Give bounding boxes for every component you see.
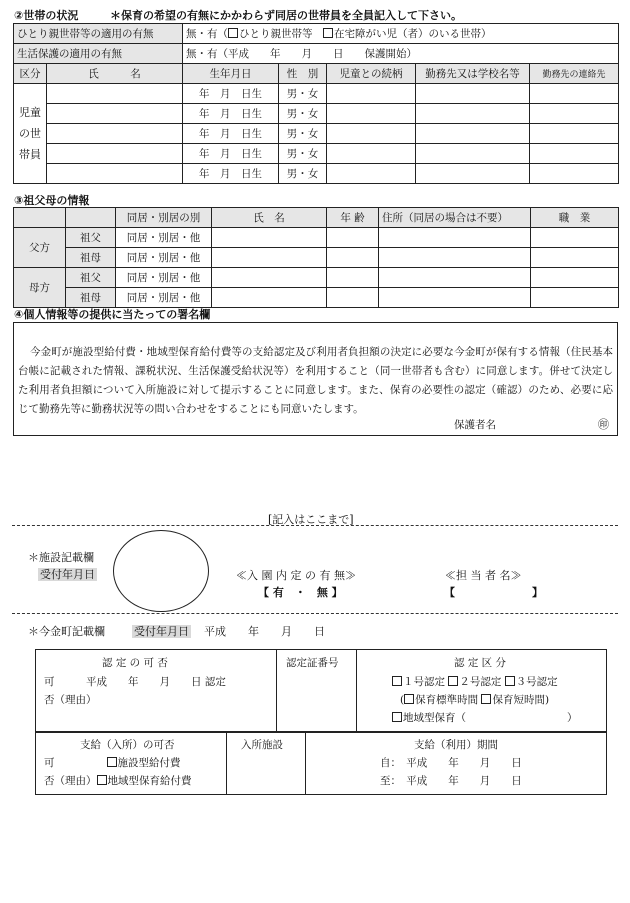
gp-status[interactable]: 同居・別居・他: [116, 288, 212, 308]
gp-age[interactable]: [327, 268, 379, 288]
member-workplace[interactable]: [416, 124, 530, 144]
community-close: ）: [567, 712, 578, 724]
header-birth: 生年月日: [183, 64, 279, 84]
member-relation[interactable]: [327, 84, 416, 104]
facility-title: 入所施設: [241, 739, 283, 751]
facility-received-label: 受付年月日: [40, 568, 95, 581]
consent-text: 今金町が施設型給付費・地域型保育給付費等の支給認定及び利用者負担額の決定に必要な今金町が保有する情報（住民基本台帳に記載された情報、課税状況、生活保護受給状況等）を利用すること（同一世帯者も含む）に同意します。併せて決定した利用者負担額について入所施設に対して提示することに同意します。また、保育の必要性の認定（確認）のため、必要に応じて勤務先等に勤務状況等の問い合わせをすることにも同意いたします。: [18, 346, 613, 415]
grandparent-table: [13, 207, 619, 308]
gp-name[interactable]: [212, 288, 327, 308]
checkbox-icon[interactable]: [228, 28, 238, 38]
category-title: 認 定 区 分: [454, 657, 507, 669]
stamp-circle: [113, 530, 209, 612]
gp-header-blank: [14, 208, 66, 228]
member-name[interactable]: [47, 144, 183, 164]
gp-age[interactable]: [327, 248, 379, 268]
gp-address[interactable]: [379, 268, 531, 288]
town-received-label: 受付年月日: [134, 625, 189, 638]
gp-address[interactable]: [379, 288, 531, 308]
payment-no[interactable]: 否（理由） 地域型保育給付費: [44, 775, 192, 787]
member-sex[interactable]: 男・女: [279, 84, 327, 104]
admission-value[interactable]: 【 有 ・ 無 】: [258, 586, 343, 599]
member-birth[interactable]: 年 月 日生: [183, 104, 279, 124]
admission-title: ≪入 園 内 定 の 有 無≫: [236, 569, 356, 582]
member-relation[interactable]: [327, 104, 416, 124]
member-birth[interactable]: 年 月 日生: [183, 164, 279, 184]
section4-title: ④個人情報等の提供に当たっての署名欄: [14, 308, 211, 321]
checkbox-icon[interactable]: [392, 676, 402, 686]
cutoff-line: [12, 525, 618, 526]
member-relation[interactable]: [327, 164, 416, 184]
member-workplace[interactable]: [416, 84, 530, 104]
payment-title: 支給（入所）の可否: [80, 739, 175, 751]
member-workplace[interactable]: [416, 144, 530, 164]
checkbox-icon[interactable]: [392, 712, 402, 722]
header-name: 氏 名: [47, 64, 183, 84]
welfare-value[interactable]: 無・有（平成 年 月 日 保護開始）: [183, 44, 619, 64]
header-workplace: 勤務先又は学校名等: [416, 64, 530, 84]
checkbox-icon[interactable]: [107, 757, 117, 767]
household-group-label: 児童の世帯員: [14, 84, 47, 184]
consent-box: [13, 322, 618, 436]
checkbox-icon[interactable]: [404, 694, 414, 704]
gp-status[interactable]: 同居・別居・他: [116, 268, 212, 288]
gp-address[interactable]: [379, 228, 531, 248]
gp-header-blank: [66, 208, 116, 228]
member-name[interactable]: [47, 124, 183, 144]
member-contact[interactable]: [530, 124, 619, 144]
member-name[interactable]: [47, 164, 183, 184]
town-label: ＊今金町記載欄: [28, 625, 105, 638]
gp-job[interactable]: [531, 228, 619, 248]
gp-header-age: 年 齢: [327, 208, 379, 228]
member-contact[interactable]: [530, 164, 619, 184]
member-sex[interactable]: 男・女: [279, 144, 327, 164]
gp-header-status: 同居・別居の別: [116, 208, 212, 228]
period-to[interactable]: 至： 平成 年 月 日: [380, 775, 522, 787]
cert-grid-bottom: [35, 731, 607, 795]
father-side-label: 父方: [14, 228, 66, 268]
household-table: [13, 23, 619, 184]
seal-icon: ㊞: [598, 418, 609, 431]
member-workplace[interactable]: [416, 164, 530, 184]
gp-name[interactable]: [212, 228, 327, 248]
signer-label: 保護者名: [454, 419, 496, 431]
single-parent-value[interactable]: 無・有（ ひとり親世帯等 在宅障がい児（者）のいる世帯）: [183, 24, 619, 44]
member-relation[interactable]: [327, 124, 416, 144]
period-from[interactable]: 自： 平成 年 月 日: [380, 757, 522, 769]
section-divider: [12, 613, 618, 614]
gp-job[interactable]: [531, 268, 619, 288]
welfare-label: 生活保護の適用の有無: [14, 44, 183, 64]
member-sex[interactable]: 男・女: [279, 104, 327, 124]
checkbox-icon[interactable]: [448, 676, 458, 686]
gp-name[interactable]: [212, 248, 327, 268]
period-title: 支給（利用）期間: [414, 739, 498, 751]
member-contact[interactable]: [530, 104, 619, 124]
gp-name[interactable]: [212, 268, 327, 288]
gp-header-address: 住所（同居の場合は不要）: [379, 208, 531, 228]
member-name[interactable]: [47, 84, 183, 104]
section2-title: ②世帯の状況: [14, 9, 79, 22]
gp-status[interactable]: 同居・別居・他: [116, 228, 212, 248]
mother-side-label: 母方: [14, 268, 66, 308]
staff-open: 【: [444, 586, 455, 599]
approval-title: 認 定 の 可 否: [102, 657, 168, 669]
checkbox-icon[interactable]: [97, 775, 107, 785]
approval-no[interactable]: 否（理由）: [44, 694, 97, 706]
member-sex[interactable]: 男・女: [279, 124, 327, 144]
payment-yes[interactable]: 可 施設型給付費: [44, 757, 181, 769]
member-birth[interactable]: 年 月 日生: [183, 124, 279, 144]
community-option[interactable]: 地域型保育（: [392, 710, 466, 725]
section3-title: ③祖父母の情報: [14, 194, 90, 207]
grandfather-label: 祖父: [66, 268, 116, 288]
gp-address[interactable]: [379, 248, 531, 268]
member-birth[interactable]: 年 月 日生: [183, 84, 279, 104]
checkbox-icon[interactable]: [481, 694, 491, 704]
member-birth[interactable]: 年 月 日生: [183, 144, 279, 164]
time-options[interactable]: ( 保育標準時間 保育短時間): [400, 694, 550, 706]
header-category: 区分: [14, 64, 47, 84]
gp-header-job: 職 業: [531, 208, 619, 228]
cert-number-title: 認定証番号: [286, 657, 339, 669]
town-date[interactable]: 平成 年 月 日: [204, 625, 325, 638]
header-contact: 勤務先の連絡先: [530, 64, 619, 84]
staff-close: 】: [532, 586, 543, 599]
checkbox-icon[interactable]: [505, 676, 515, 686]
member-relation[interactable]: [327, 144, 416, 164]
gp-job[interactable]: [531, 248, 619, 268]
member-contact[interactable]: [530, 144, 619, 164]
section2-note: ＊保育の希望の有無にかかわらず同居の世帯員を全員記入して下さい。: [110, 9, 462, 22]
gp-job[interactable]: [531, 288, 619, 308]
gp-header-name: 氏 名: [212, 208, 327, 228]
member-workplace[interactable]: [416, 104, 530, 124]
facility-label: ＊施設記載欄: [28, 551, 94, 564]
gp-age[interactable]: [327, 288, 379, 308]
category-options[interactable]: １号認定 ２号認定 ３号認定: [392, 674, 558, 689]
gp-status[interactable]: 同居・別居・他: [116, 248, 212, 268]
grandmother-label: 祖母: [66, 248, 116, 268]
member-name[interactable]: [47, 104, 183, 124]
cutoff-label: [記入はここまで]: [268, 513, 354, 526]
member-contact[interactable]: [530, 84, 619, 104]
header-sex: 性 別: [279, 64, 327, 84]
grandfather-label: 祖父: [66, 228, 116, 248]
staff-title: ≪担 当 者 名≫: [445, 569, 522, 582]
gp-age[interactable]: [327, 228, 379, 248]
cert-grid-top: [35, 649, 607, 733]
single-parent-label: ひとり親世帯等の適用の有無: [14, 24, 183, 44]
header-relation: 児童との続柄: [327, 64, 416, 84]
member-sex[interactable]: 男・女: [279, 164, 327, 184]
approval-yes[interactable]: 可 平成 年 月 日 認定: [44, 676, 226, 688]
grandmother-label: 祖母: [66, 288, 116, 308]
checkbox-icon[interactable]: [323, 28, 333, 38]
